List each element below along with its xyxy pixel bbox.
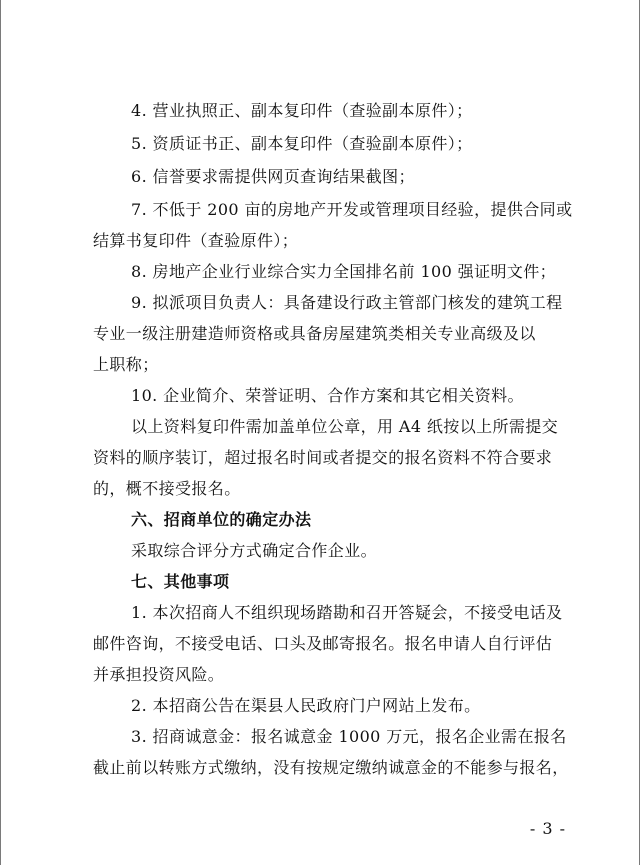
item-9-text-line-2: 专业一级注册建造师资格或具备房屋建筑类相关专业高级及以 — [93, 324, 536, 343]
item-8-text: 8. 房地产企业行业综合实力全国排名前 100 强证明文件； — [131, 262, 557, 281]
section-6-heading: 六、招商单位的确定办法 — [131, 510, 312, 529]
item-9-text-line-3: 上职称； — [93, 355, 159, 374]
item-7-text-line-1: 7. 不低于 200 亩的房地产开发或管理项目经验，提供合同或 — [131, 200, 573, 219]
section-7-item-1-line-2: 邮件咨询，不接受电话、口头及邮寄报名。报名申请人自行评估 — [93, 634, 553, 653]
item-10-text: 10. 企业简介、荣誉证明、合作方案和其它相关资料。 — [131, 386, 524, 405]
section-7-item-3-line-1: 3. 招商诚意金：报名诚意金 1000 万元，报名企业需在报名 — [131, 727, 567, 746]
page-left-border — [0, 0, 1, 865]
item-6-text: 6. 信誉要求需提供网页查询结果截图； — [131, 167, 415, 186]
section-7-item-1-line-3: 并承担投资风险。 — [93, 665, 225, 684]
item-5-text: 5. 资质证书正、副本复印件（查验副本原件）； — [131, 134, 473, 153]
page-number: - 3 - — [529, 819, 566, 838]
section-7-heading: 七、其他事项 — [131, 572, 230, 591]
section-7-item-3-line-2: 截止前以转账方式缴纳，没有按规定缴纳诚意金的不能参与报名， — [93, 758, 569, 777]
note-paragraph-line-2: 资料的顺序装订，超过报名时间或者提交的报名资料不符合要求 — [93, 448, 553, 467]
note-paragraph-line-1: 以上资料复印件需加盖单位公章，用 A4 纸按以上所需提交 — [131, 417, 559, 436]
section-7-item-1-line-1: 1. 本次招商人不组织现场踏勘和召开答疑会，不接受电话及 — [131, 603, 563, 622]
section-6-body: 采取综合评分方式确定合作企业。 — [131, 541, 378, 560]
section-7-item-2: 2. 本招商公告在渠县人民政府门户网站上发布。 — [131, 696, 481, 715]
item-7-text-line-2: 结算书复印件（查验原件）； — [93, 231, 299, 250]
item-9-text-line-1: 9. 拟派项目负责人：具备建设行政主管部门核发的建筑工程 — [131, 293, 563, 312]
item-4-text: 4. 营业执照正、副本复印件（查验副本原件）； — [131, 101, 473, 120]
note-paragraph-line-3: 的，概不接受报名。 — [93, 479, 241, 498]
